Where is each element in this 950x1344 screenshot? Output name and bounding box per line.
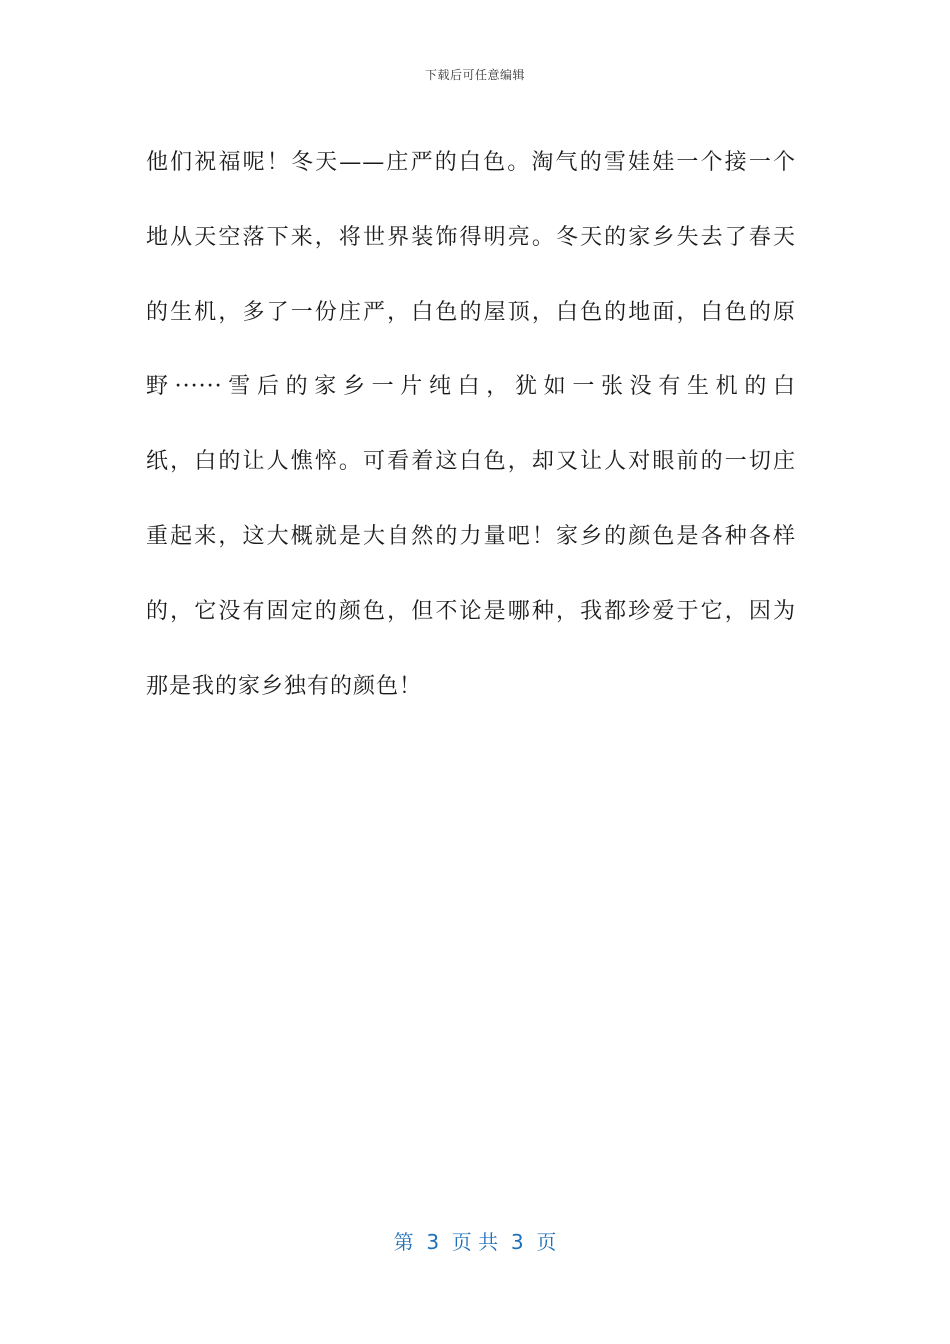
text-line: 野······雪后的家乡一片纯白，犹如一张没有生机的白 [146, 374, 796, 400]
text-line: 的生机，多了一份庄严，白色的屋顶，白色的地面，白色的原 [146, 299, 796, 325]
text-line: 重起来，这大概就是大自然的力量吧！家乡的颜色是各种各样 [146, 523, 796, 549]
text-line: 他们祝福呢！冬天——庄严的白色。淘气的雪娃娃一个接一个 [146, 150, 796, 175]
text-line: 纸，白的让人憔悴。可看着这白色，却又让人对眼前的一切庄 [146, 449, 796, 475]
body-text [146, 126, 796, 724]
page-footer: 第 3 页 共 3 页 [393, 1230, 557, 1254]
text-line: 地从天空落下来，将世界装饰得明亮。冬天的家乡失去了春天 [146, 224, 796, 250]
text-line: 的，它没有固定的颜色，但不论是哪种，我都珍爱于它，因为 [146, 598, 796, 624]
page-header: 下载后可任意编辑 [424, 68, 525, 82]
text-line: 那是我的家乡独有的颜色！ [146, 673, 423, 699]
